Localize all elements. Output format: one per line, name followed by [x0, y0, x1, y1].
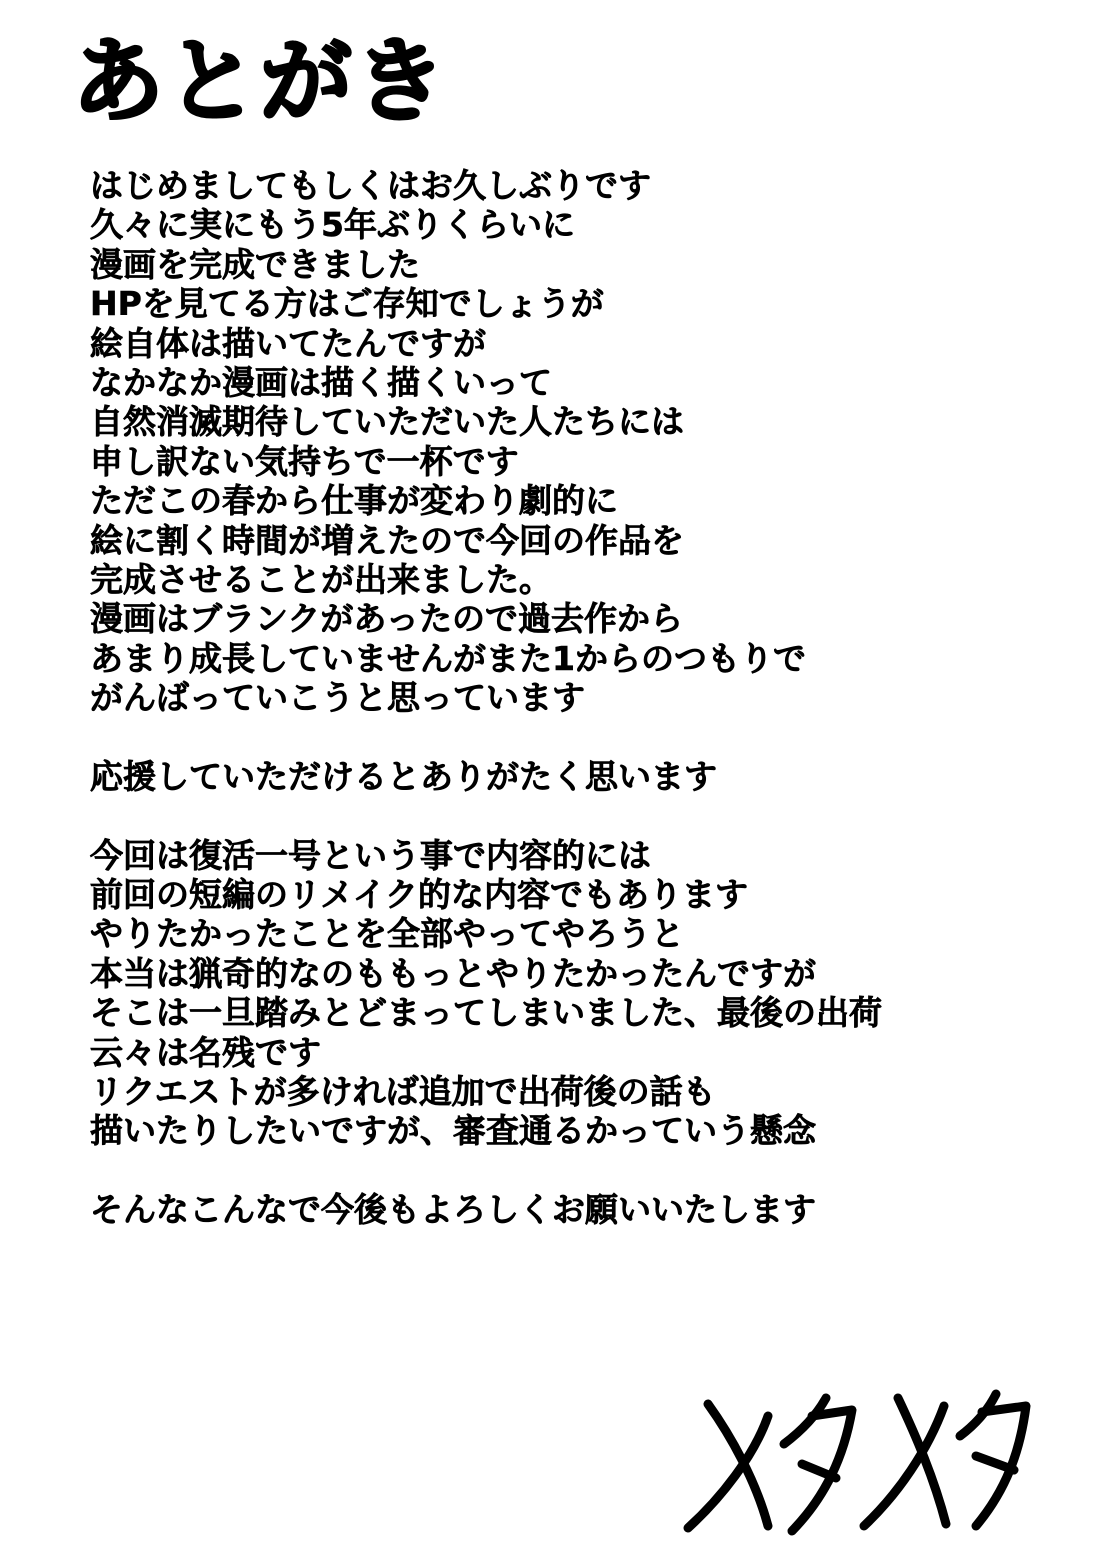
- text-line: 描いたりしたいですが、審査通るかっていう懸念: [90, 1111, 816, 1151]
- blank-line: [90, 1151, 882, 1190]
- blank-line: [90, 717, 882, 756]
- text-line: そこは一旦踏みとどまってしまいました、最後の出荷: [90, 993, 882, 1033]
- text-line: そんなこんなで今後もよろしくお願いいたします: [90, 1190, 816, 1230]
- text-line: 本当は猟奇的なのももっとやりたかったんですが: [90, 953, 816, 993]
- text-line: がんばっていこうと思っています: [90, 678, 585, 718]
- text-line: ただこの春から仕事が変わり劇的に: [90, 481, 618, 521]
- text-line: 云々は名残です: [90, 1032, 321, 1072]
- text-line: なかなか漫画は描く描くいって: [90, 362, 552, 402]
- text-line: 絵自体は描いてたんですが: [90, 323, 486, 363]
- text-line: 自然消滅期待していただいた人たちには: [90, 402, 684, 442]
- text-line: 漫画を完成できました: [90, 244, 420, 284]
- text-line: はじめましてもしくはお久しぶりです: [90, 166, 651, 205]
- text-line: やりたかったことを全部やってやろうと: [90, 914, 684, 954]
- text-line: 漫画はブランクがあったので過去作から: [90, 599, 684, 639]
- handwritten-signature: [676, 1386, 1056, 1536]
- text-line: あまり成長していませんがまた1からのつもりで: [90, 638, 806, 678]
- text-line: リクエストが多ければ追加で出荷後の話も: [90, 1071, 716, 1111]
- text-line: 今回は復活一号という事で内容的には: [90, 835, 651, 875]
- text-line: HPを見てる方はご存知でしょうが: [90, 284, 604, 324]
- text-line: 絵に割く時間が増えたので今回の作品を: [90, 520, 684, 560]
- page-title: あとがき: [72, 28, 449, 135]
- afterword-text: [90, 166, 882, 1230]
- text-line: 申し訳ない気持ちで一杯です: [90, 441, 519, 481]
- text-line: 完成させることが出来ました。: [90, 559, 552, 599]
- blank-line: [90, 796, 882, 835]
- text-line: 応援していただけるとありがたく思います: [90, 756, 717, 796]
- text-line: 前回の短編のリメイク的な内容でもあります: [90, 875, 749, 915]
- text-line: 久々に実にもう5年ぶりくらいに: [90, 205, 575, 245]
